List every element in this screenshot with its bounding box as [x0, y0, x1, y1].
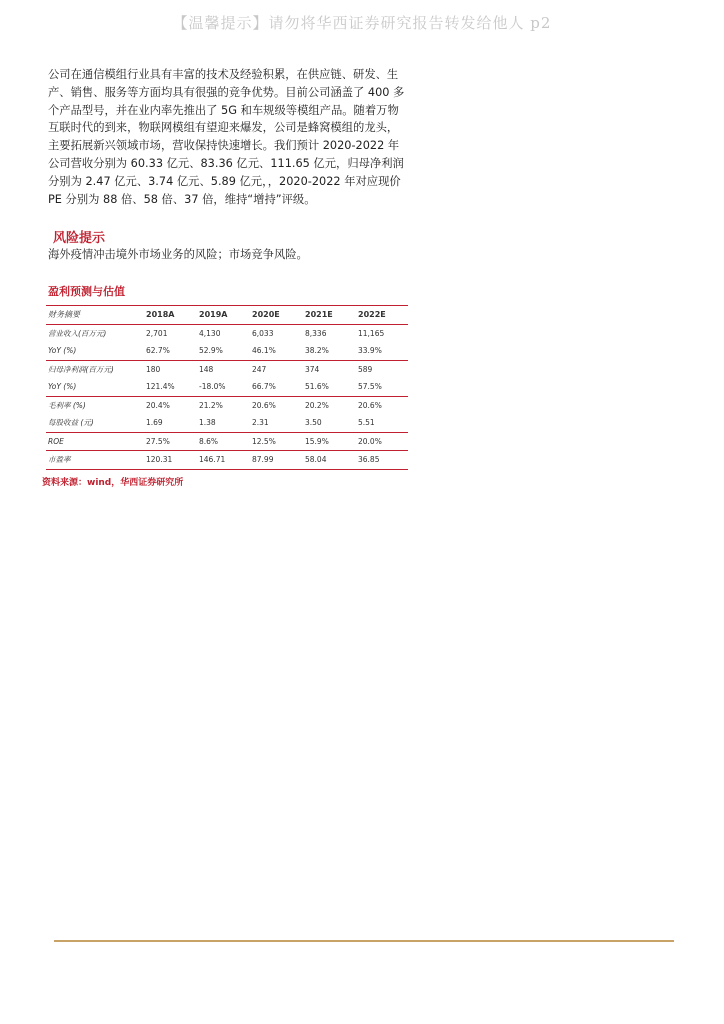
table-cell: 20.6%: [250, 396, 303, 414]
table-cell: 58.04: [303, 451, 356, 470]
table-cell: 20.2%: [303, 396, 356, 414]
header-cell: 2022E: [356, 306, 408, 325]
table-cell: 589: [356, 360, 408, 378]
table-cell: 1.38: [199, 418, 216, 428]
table-row: [46, 396, 408, 414]
header-cell: 2018A: [144, 306, 197, 325]
table-cell: 11,165: [358, 328, 385, 338]
row-label: 毛利率 (%): [46, 396, 144, 414]
table-cell: 120.31: [144, 451, 197, 470]
table-cell: 3.50: [305, 418, 322, 428]
table-row: [46, 342, 408, 360]
table-cell: 87.99: [250, 451, 303, 470]
table-row: [46, 378, 408, 396]
row-label: YoY (%): [48, 382, 77, 392]
table-row: [46, 414, 408, 432]
table-cell: 374: [303, 360, 356, 378]
table-cell: 36.85: [356, 451, 408, 470]
table-cell: -18.0%: [199, 382, 226, 392]
header-cell: 2019A: [197, 306, 250, 325]
table-source-note: 资料来源：wind，华西证券研究所: [42, 478, 184, 488]
table-cell: 66.7%: [252, 382, 276, 392]
table-cell: 38.2%: [305, 346, 329, 356]
table-cell: 247: [250, 360, 303, 378]
watermark: 【温馨提示】请勿将华西证券研究报告转发给他人 p2: [172, 14, 552, 32]
table-cell: 8.6%: [197, 432, 250, 451]
table-cell: 15.9%: [303, 432, 356, 451]
table-cell: 2.31: [252, 418, 269, 428]
table-cell: 46.1%: [252, 346, 276, 356]
table-cell: 4,130: [199, 328, 221, 338]
table-cell: 2,701: [146, 328, 168, 338]
risk-title: 风险提示: [53, 231, 106, 246]
table-cell: 27.5%: [144, 432, 197, 451]
table-row: [46, 324, 408, 342]
table-cell: 57.5%: [358, 382, 382, 392]
table-cell: 1.69: [146, 418, 163, 428]
table-cell: 51.6%: [305, 382, 329, 392]
header-cell: 2021E: [303, 306, 356, 325]
header-cell: 财务摘要: [46, 306, 144, 325]
summary-paragraph: 公司在通信模组行业具有丰富的技术及经验积累，在供应链、研发、生产、销售、服务等方面均具有很强的竞争优势。目前公司涵盖了 400 多个产品型号，并在业内率先推出了 5G 和车规级等模组产品。随着万物互联时代的到来，物联网模组有望迎来爆发，公司是蜂窝模组的龙头，主要拓展新兴领域市场，营收保持快速增长。我们预计 2020-2022 年公司营收分别为 60.33 亿元、83.36 亿元、111.65 亿元，归母净利润分别为 2.47 亿元、3.74 亿元、5.89 亿元，，2020-2022 年对应现价 PE 分别为 88 倍、58 倍、37 倍，维持“增持”评级。: [48, 68, 405, 206]
row-label: 归母净利润(百万元): [46, 360, 144, 378]
table-cell: 33.9%: [358, 346, 382, 356]
risk-text: 海外疫情冲击境外市场业务的风险；市场竞争风险。: [48, 248, 308, 261]
table-row: [46, 360, 408, 378]
table-cell: 20.6%: [356, 396, 408, 414]
row-label: ROE: [46, 432, 144, 451]
table-cell: 20.0%: [356, 432, 408, 451]
table-title: 盈利预测与估值: [48, 285, 125, 298]
table-cell: 12.5%: [250, 432, 303, 451]
table-cell: 62.7%: [146, 346, 170, 356]
financial-forecast-table: [46, 305, 408, 470]
table-cell: 21.2%: [197, 396, 250, 414]
investment-summary: [48, 66, 408, 208]
header-cell: 2020E: [250, 306, 303, 325]
table-row: [46, 432, 408, 451]
table-header-row: [46, 306, 408, 325]
table-cell: 121.4%: [146, 382, 175, 392]
table-cell: 5.51: [358, 418, 375, 428]
table-row: [46, 451, 408, 470]
table-cell: 180: [144, 360, 197, 378]
table-cell: 8,336: [305, 328, 327, 338]
row-label: YoY (%): [48, 346, 77, 356]
table-cell: 146.71: [197, 451, 250, 470]
table-cell: 20.4%: [144, 396, 197, 414]
row-label: 营业收入(百万元): [48, 328, 107, 338]
row-label: 市盈率: [46, 451, 144, 470]
row-label: 每股收益 (元): [48, 418, 94, 428]
table-cell: 148: [197, 360, 250, 378]
table-cell: 6,033: [252, 328, 274, 338]
table-cell: 52.9%: [199, 346, 223, 356]
footer-divider: [54, 940, 674, 942]
